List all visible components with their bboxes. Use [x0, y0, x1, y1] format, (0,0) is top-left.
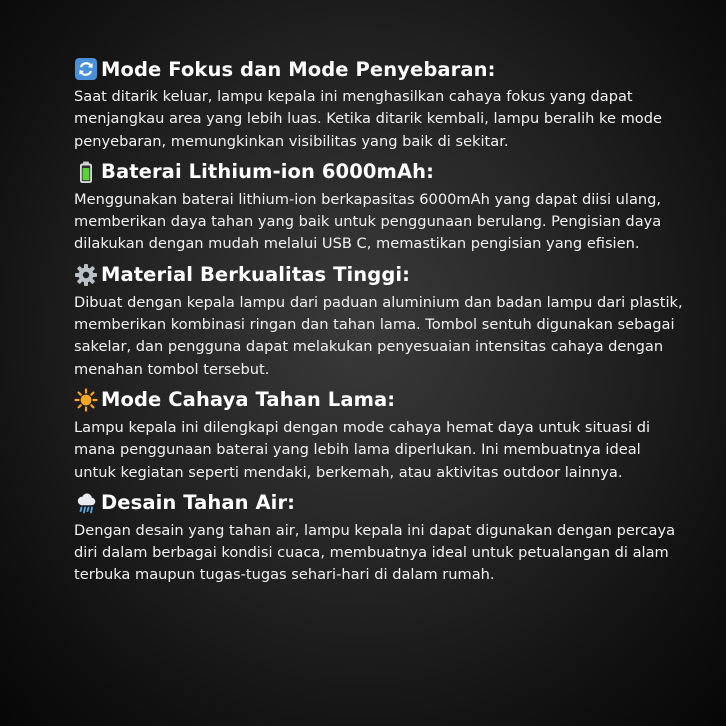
section-heading: [74, 157, 694, 187]
gear-icon: [74, 263, 98, 287]
section-title: Material Berkualitas Tinggi:: [101, 263, 411, 287]
section-title: Mode Fokus dan Mode Penyebaran:: [101, 57, 496, 81]
section-title: Desain Tahan Air:: [101, 491, 296, 515]
rain-cloud-icon: [74, 491, 98, 515]
section-waterproof: [74, 488, 694, 587]
section-battery: [74, 157, 694, 256]
section-body: Saat ditarik keluar, lampu kepala ini menghasilkan cahaya fokus yang dapat menjangkau area yang lebih luas. Ketika ditarik kembali, lampu beralih ke mode penyebaran, memungkinkan visibilitas yang baik di sekitar.: [74, 88, 662, 150]
section-title: Mode Cahaya Tahan Lama:: [101, 388, 396, 412]
sun-icon: [74, 388, 98, 412]
section-body: Lampu kepala ini dilengkapi dengan mode cahaya hemat daya untuk situasi di mana penggunaan baterai yang lebih lama diperlukan. Ini membuatnya ideal untuk kegiatan seperti mendaki, berkemah, atau aktivitas outdoor lainnya.: [74, 418, 651, 481]
section-body: Menggunakan baterai lithium-ion berkapasitas 6000mAh yang dapat diisi ulang, memberikan daya tahan yang baik untuk penggunaan berulang. Pengisian daya dilakukan dengan mudah melalui USB C, memastikan pengisian yang efisien.: [74, 190, 662, 253]
section-material: [74, 260, 694, 381]
section-heading: [74, 488, 694, 518]
section-heading: [74, 260, 694, 290]
counterclockwise-arrows-icon: [74, 57, 98, 81]
section-heading: [74, 385, 694, 415]
section-title: Baterai Lithium-ion 6000mAh:: [101, 160, 435, 184]
section-long-light: [74, 385, 694, 484]
feature-list: [74, 54, 694, 591]
section-focus-mode: [74, 54, 694, 153]
battery-icon: [74, 160, 98, 184]
section-body: Dengan desain yang tahan air, lampu kepala ini dapat digunakan dengan percaya diri dalam berbagai kondisi cuaca, membuatnya ideal untuk petualangan di alam terbuka maupun tugas-tugas sehari-hari di dalam rumah.: [74, 521, 676, 584]
section-body: Dibuat dengan kepala lampu dari paduan aluminium dan badan lampu dari plastik, memberikan kombinasi ringan dan tahan lama. Tombol sentuh digunakan sebagai sakelar, dan pengguna dapat melakukan penyesuaian intensitas cahaya dengan menahan tombol tersebut.: [74, 293, 683, 378]
section-heading: [74, 54, 694, 84]
